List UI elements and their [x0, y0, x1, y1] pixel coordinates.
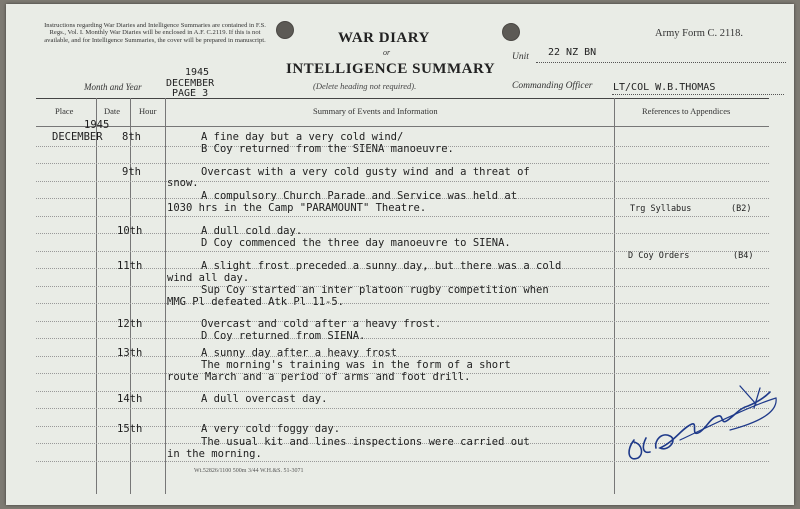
entry-line: D Coy commenced the three day manoeuvre to SIENA.	[201, 237, 511, 249]
entry-line: A slight frost preceded a sunny day, but there was a cold	[201, 260, 562, 272]
appendix-reference-text: D Coy Orders	[628, 251, 690, 261]
col-header-hour: Hour	[139, 106, 157, 116]
entry-line: A very cold foggy day.	[201, 423, 341, 435]
form-title-war-diary: WAR DIARY	[338, 30, 430, 46]
table-top-rule	[36, 98, 769, 99]
entry-date: 9th	[122, 166, 141, 178]
appendix-reference-code: (B4)	[733, 251, 754, 261]
entry-line: A compulsory Church Parade and Service was held at	[201, 190, 518, 202]
entry-line: Overcast with a very cold gusty wind and a threat of	[201, 166, 530, 178]
form-title-or: or	[383, 48, 391, 57]
col-header-summary: Summary of Events and Information	[313, 106, 438, 116]
unit-dotted-line	[536, 62, 786, 63]
ruled-line	[36, 303, 769, 304]
entry-date: 13th	[117, 347, 143, 359]
table-header-rule	[36, 126, 769, 127]
delete-heading-note: (Delete heading not required).	[313, 81, 417, 91]
entry-date: 15th	[117, 423, 143, 435]
entry-line: wind all day.	[167, 272, 250, 284]
punch-hole	[502, 23, 520, 41]
ruled-line	[36, 356, 769, 357]
entry-line: B Coy returned from the SIENA manoeuvre.	[201, 143, 454, 155]
ruled-line	[36, 163, 769, 164]
entry-line: Overcast and cold after a heavy frost.	[201, 318, 442, 330]
entry-line: Sup Coy started an inter platoon rugby competition when	[201, 284, 549, 296]
entry-line: snow.	[167, 177, 199, 189]
header-year: 1945	[185, 67, 210, 78]
entry-date: 12th	[117, 318, 143, 330]
ruled-line	[36, 338, 769, 339]
page-number: PAGE 3	[172, 88, 209, 99]
ruled-line	[36, 216, 769, 217]
co-dotted-line	[612, 94, 784, 95]
appendix-reference-code: (B2)	[731, 204, 752, 214]
entry-line: The usual kit and lines inspections were carried out	[201, 436, 530, 448]
entry-line: A sunny day after a heavy frost	[201, 347, 397, 359]
entry-line: The morning's training was in the form of a short	[201, 359, 511, 371]
entry-line: in the morning.	[167, 448, 262, 460]
commanding-officer-label: Commanding Officer	[512, 81, 593, 91]
appendix-reference-text: Trg Syllabus	[630, 204, 692, 214]
ruled-line	[36, 233, 769, 234]
column-divider	[96, 98, 97, 494]
punch-hole	[276, 21, 294, 39]
printer-imprint: Wt.52826/1100 500m 3/44 W.H.&S. 51-3071	[194, 468, 304, 474]
col-header-date: Date	[104, 106, 121, 116]
column-divider	[614, 98, 615, 494]
entry-date: 11th	[117, 260, 143, 272]
unit-value: 22 NZ BN	[548, 47, 597, 58]
entry-line: A fine day but a very cold wind/	[201, 131, 404, 143]
ruled-line	[36, 181, 769, 182]
unit-label: Unit	[512, 52, 529, 62]
entry-date: 14th	[117, 393, 143, 405]
form-instructions: Instructions regarding War Diaries and Intelligence Summaries are contained in F.S. Regs., Vol. I. Monthly War Diaries will be enclosed in A.F. C.2119. If this is not available, and for Intelligence Summaries, the cover will be prepared in manuscript.	[44, 22, 266, 44]
header-month: DECEMBER	[166, 78, 215, 89]
handwritten-signature	[620, 378, 780, 468]
entry-line: A dull cold day.	[201, 225, 303, 237]
entry-line: A dull overcast day.	[201, 393, 328, 405]
entry-date: 8th	[122, 131, 141, 143]
entry-date: 10th	[117, 225, 143, 237]
col-header-place: Place	[55, 106, 74, 116]
army-form-number: Army Form C. 2118.	[655, 28, 743, 39]
month-year-label: Month and Year	[84, 82, 142, 92]
place-year: 1945	[84, 119, 110, 131]
form-title-intelligence-summary: INTELLIGENCE SUMMARY	[286, 61, 496, 77]
column-divider	[165, 98, 166, 494]
place-month: DECEMBER	[52, 131, 103, 143]
entry-line: D Coy returned from SIENA.	[201, 330, 366, 342]
entry-line: MMG Pl defeated Atk Pl 11-5.	[167, 296, 345, 308]
commanding-officer-value: LT/COL W.B.THOMAS	[613, 82, 716, 93]
col-header-references: References to Appendices	[642, 106, 731, 116]
entry-line: route March and a period of arms and foot drill.	[167, 371, 471, 383]
entry-line: 1030 hrs in the Camp "PARAMOUNT" Theatre.	[167, 202, 427, 214]
